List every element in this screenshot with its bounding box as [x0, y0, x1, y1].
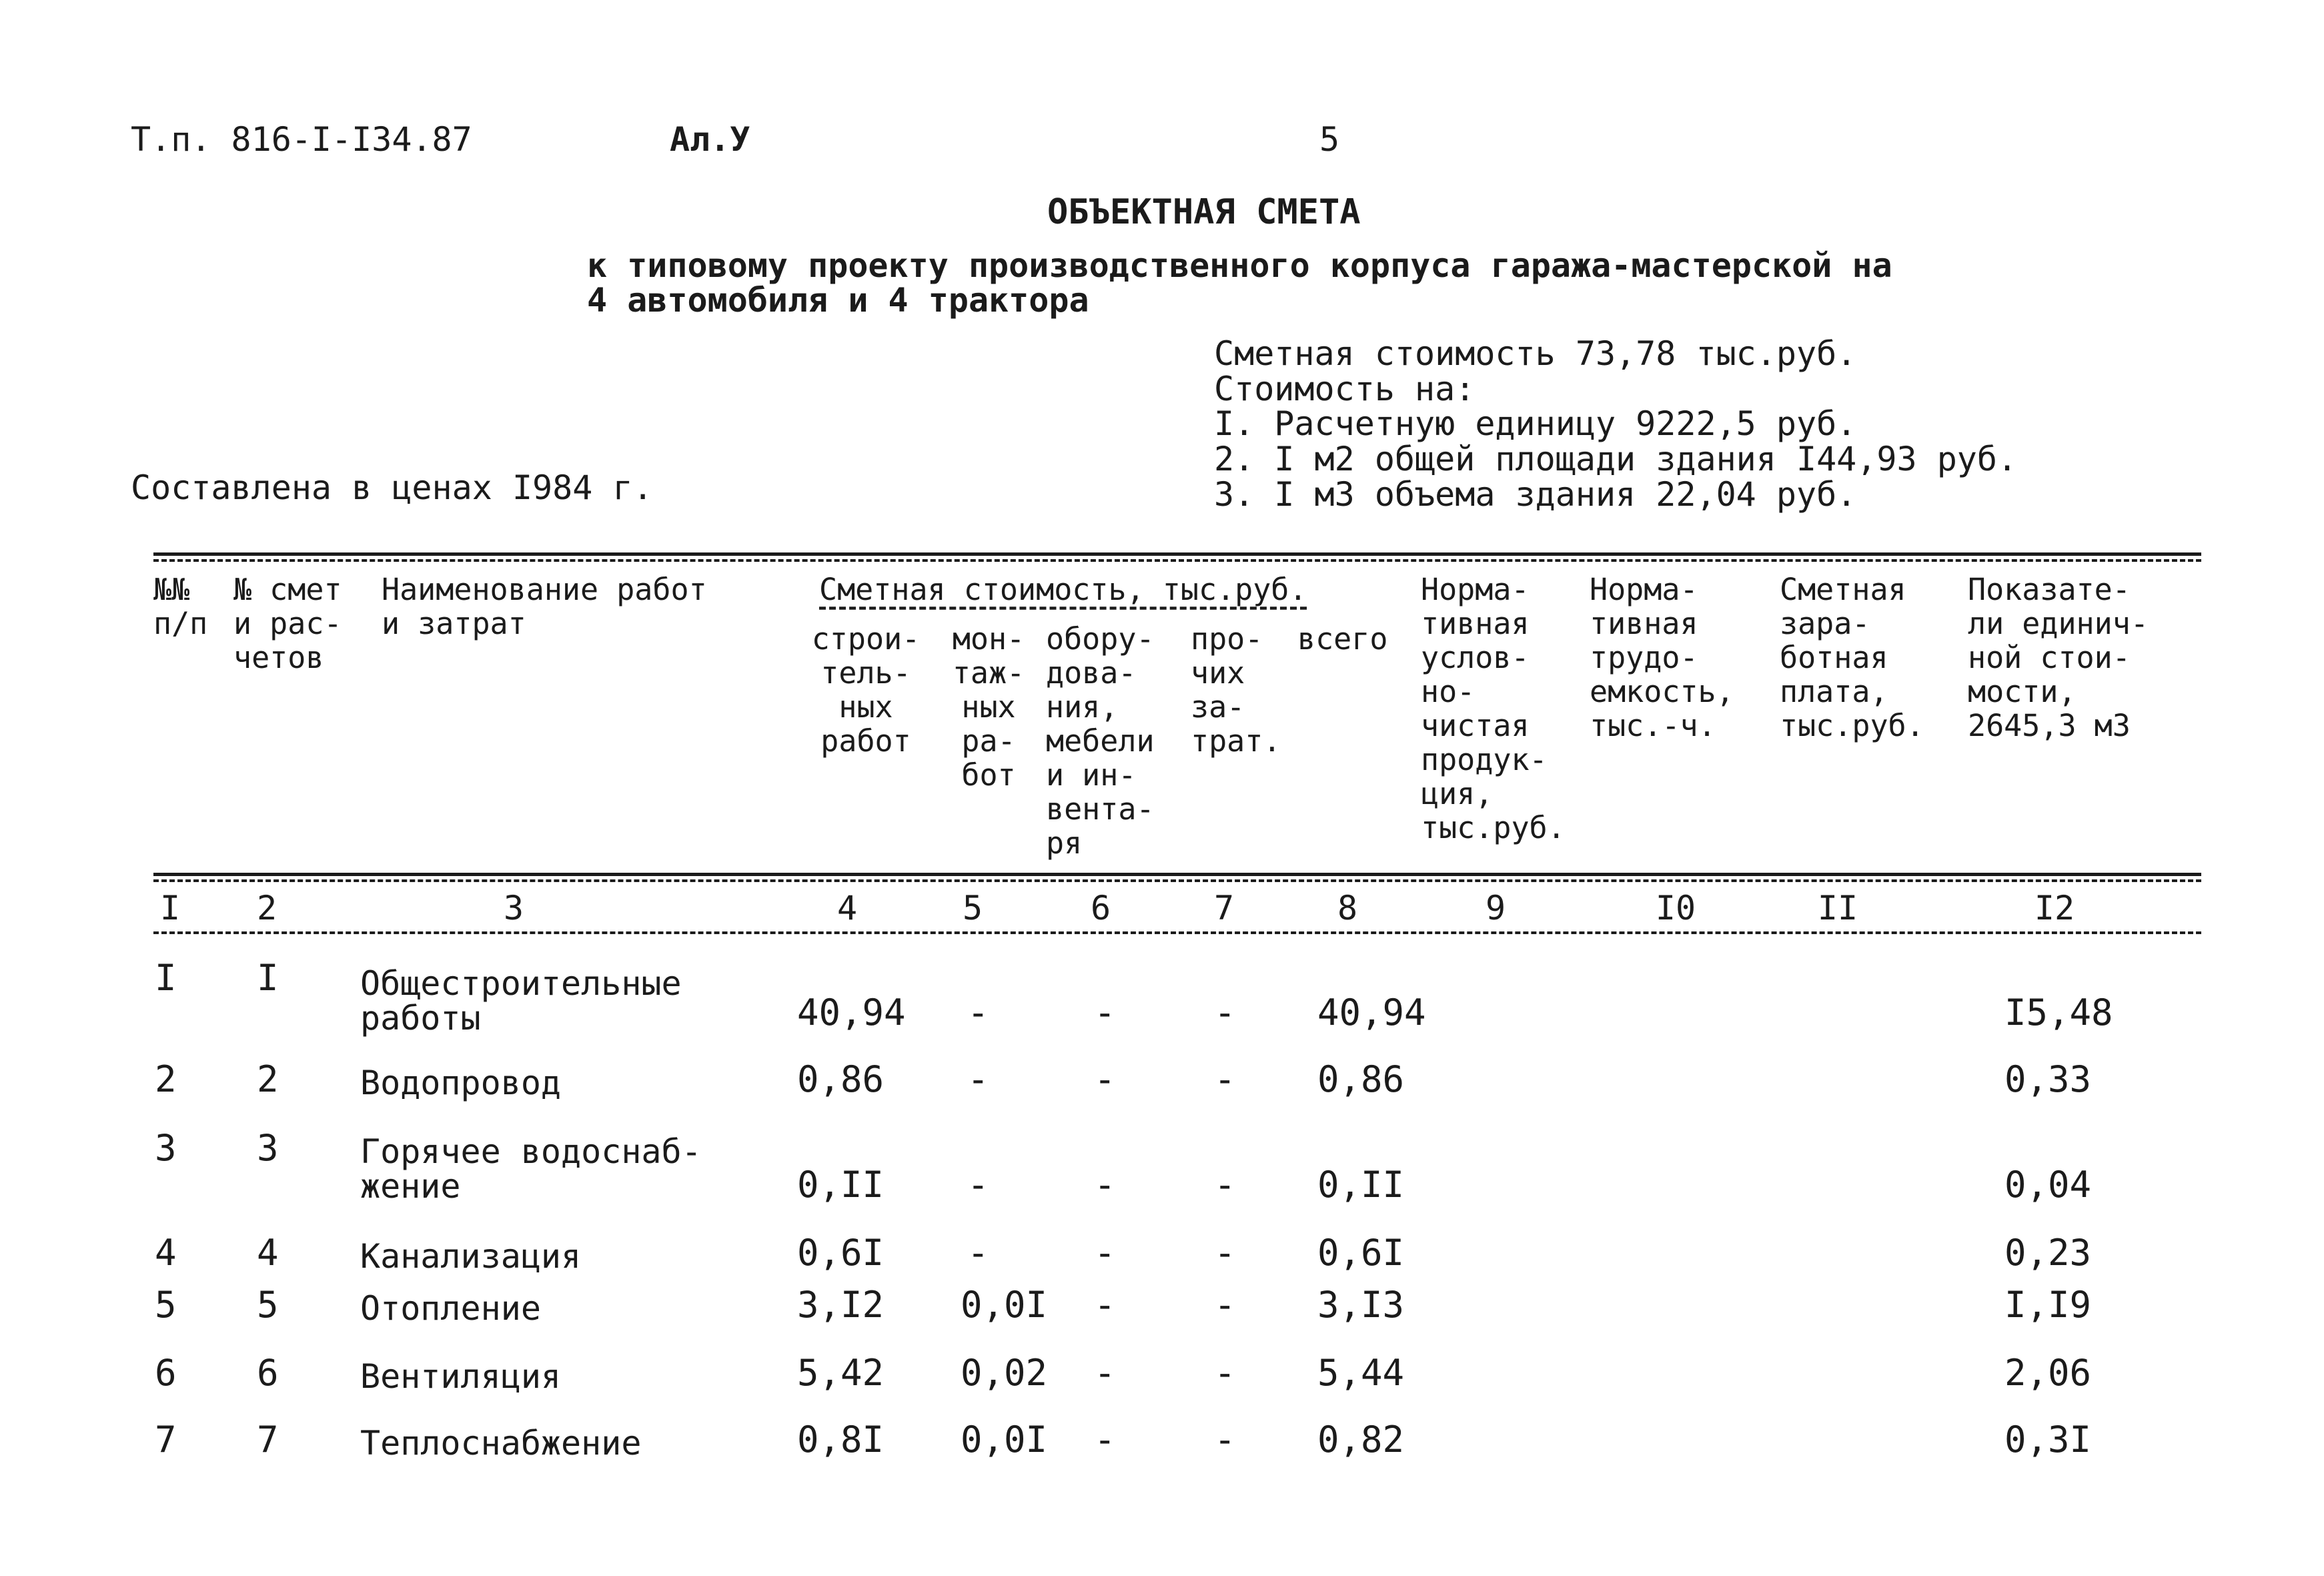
equipment-cost: -: [1094, 1058, 1116, 1100]
installation-cost: -: [967, 1164, 989, 1206]
other-cost: -: [1214, 1058, 1236, 1100]
table-top-rule: [153, 552, 2201, 556]
album-number: Ал.У: [670, 120, 750, 159]
subtitle-line-2: 4 автомобиля и 4 трактора: [587, 281, 1089, 320]
header-col-12: Показате- ли единич- ной стои- мости, 2645,3 м3: [1968, 572, 2149, 743]
construction-cost: 0,II: [797, 1164, 885, 1206]
column-number-2: 2: [256, 889, 277, 927]
other-cost: -: [1214, 1164, 1236, 1206]
column-number-6: 6: [1090, 889, 1111, 927]
installation-cost: 0,02: [961, 1352, 1048, 1394]
installation-cost: -: [967, 992, 989, 1034]
unit-cost-indicator: 0,3I: [2004, 1419, 2092, 1461]
column-number-12: I2: [2034, 889, 2075, 927]
header-col-8: всего: [1297, 621, 1388, 657]
installation-cost: 0,0I: [961, 1419, 1048, 1461]
cost-info-line-2: Стоимость на:: [1214, 370, 1476, 408]
cost-info-line-4: 2. I м2 общей площади здания I44,93 руб.: [1214, 440, 2018, 478]
column-number-5: 5: [962, 889, 983, 927]
header-col-3: Наименование работ и затрат: [382, 572, 707, 641]
row-number: 2: [155, 1058, 177, 1100]
header-col-2: № смет и рас- четов: [233, 572, 342, 675]
unit-cost-indicator: I,I9: [2004, 1284, 2092, 1326]
document-title: ОБЪЕКТНАЯ СМЕТА: [1047, 192, 1361, 232]
total-cost: 0,82: [1317, 1419, 1405, 1461]
estimate-number: I: [257, 957, 279, 999]
row-number: 4: [155, 1232, 177, 1274]
total-cost: 3,I3: [1317, 1284, 1405, 1326]
header-bottom-rule: [153, 873, 2201, 876]
header-col-5: мон- таж- ных ра- бот: [952, 621, 1025, 793]
column-number-1: I: [159, 889, 181, 927]
header-col-6: обору- дова- ния, мебели и ин- вента- ря: [1046, 621, 1155, 861]
installation-cost: -: [967, 1232, 989, 1274]
column-number-9: 9: [1485, 889, 1506, 927]
header-col-7: про- чих за- трат.: [1191, 621, 1281, 759]
work-name: Теплоснабжение: [360, 1424, 642, 1463]
construction-cost: 5,42: [797, 1352, 885, 1394]
installation-cost: -: [967, 1058, 989, 1100]
column-numbers-dash: [153, 931, 2201, 934]
unit-cost-indicator: I5,48: [2004, 992, 2113, 1034]
header-col-1: №№ п/п: [153, 572, 208, 641]
construction-cost: 0,86: [797, 1058, 885, 1100]
total-cost: 0,II: [1317, 1164, 1405, 1206]
subtitle-line-1: к типовому проекту производственного корпуса гаража-мастерской на: [587, 246, 1892, 285]
construction-cost: 40,94: [797, 992, 906, 1034]
estimate-number: 5: [257, 1284, 279, 1326]
equipment-cost: -: [1094, 1284, 1116, 1326]
other-cost: -: [1214, 1232, 1236, 1274]
unit-cost-indicator: 0,23: [2004, 1232, 2092, 1274]
row-number: 5: [155, 1284, 177, 1326]
construction-cost: 3,I2: [797, 1284, 885, 1326]
estimate-number: 3: [257, 1127, 279, 1169]
row-number: 7: [155, 1419, 177, 1461]
prices-note: Составлена в ценах I984 г.: [131, 468, 653, 507]
header-bottom-dash: [153, 879, 2201, 882]
work-name: Горячее водоснаб- жение: [360, 1132, 702, 1206]
column-number-4: 4: [836, 889, 858, 927]
total-cost: 40,94: [1317, 992, 1426, 1034]
row-number: 6: [155, 1352, 177, 1394]
header-col-10: Норма- тивная трудо- емкость, тыс.-ч.: [1590, 572, 1734, 743]
equipment-cost: -: [1094, 992, 1116, 1034]
page-number: 5: [1319, 120, 1340, 159]
header-col-11: Сметная зара- ботная плата, тыс.руб.: [1780, 572, 1924, 743]
other-cost: -: [1214, 1284, 1236, 1326]
estimate-number: 6: [257, 1352, 279, 1394]
other-cost: -: [1214, 1352, 1236, 1394]
unit-cost-indicator: 0,33: [2004, 1058, 2092, 1100]
column-number-10: I0: [1655, 889, 1696, 927]
other-cost: -: [1214, 992, 1236, 1034]
cost-info-line-3: I. Расчетную единицу 9222,5 руб.: [1214, 404, 1857, 443]
column-number-8: 8: [1337, 889, 1358, 927]
total-cost: 0,6I: [1317, 1232, 1405, 1274]
equipment-cost: -: [1094, 1232, 1116, 1274]
document-code: Т.п. 816-I-I34.87: [131, 120, 472, 159]
total-cost: 5,44: [1317, 1352, 1405, 1394]
column-number-11: II: [1817, 889, 1858, 927]
estimate-number: 7: [257, 1419, 279, 1461]
construction-cost: 0,6I: [797, 1232, 885, 1274]
header-cost-group: Сметная стоимость, тыс.руб.: [819, 572, 1307, 607]
table-top-dash: [153, 559, 2201, 562]
estimate-number: 2: [257, 1058, 279, 1100]
header-col-4: строи- тель- ных работ: [811, 621, 921, 759]
estimate-number: 4: [257, 1232, 279, 1274]
total-cost: 0,86: [1317, 1058, 1405, 1100]
equipment-cost: -: [1094, 1419, 1116, 1461]
work-name: Отопление: [360, 1289, 541, 1328]
work-name: Общестроительные работы: [360, 964, 682, 1038]
other-cost: -: [1214, 1419, 1236, 1461]
work-name: Канализация: [360, 1237, 582, 1276]
column-number-3: 3: [503, 889, 524, 927]
work-name: Водопровод: [360, 1064, 562, 1102]
equipment-cost: -: [1094, 1352, 1116, 1394]
installation-cost: 0,0I: [961, 1284, 1048, 1326]
unit-cost-indicator: 2,06: [2004, 1352, 2092, 1394]
cost-info-line-5: 3. I м3 объема здания 22,04 руб.: [1214, 475, 1857, 514]
column-number-7: 7: [1213, 889, 1235, 927]
equipment-cost: -: [1094, 1164, 1116, 1206]
work-name: Вентиляция: [360, 1357, 562, 1396]
row-number: 3: [155, 1127, 177, 1169]
unit-cost-indicator: 0,04: [2004, 1164, 2092, 1206]
construction-cost: 0,8I: [797, 1419, 885, 1461]
row-number: I: [155, 957, 177, 999]
header-col-9: Норма- тивная услов- но- чистая продук- ция, тыс.руб.: [1421, 572, 1566, 845]
cost-info-line-1: Сметная стоимость 73,78 тыс.руб.: [1214, 334, 1857, 373]
